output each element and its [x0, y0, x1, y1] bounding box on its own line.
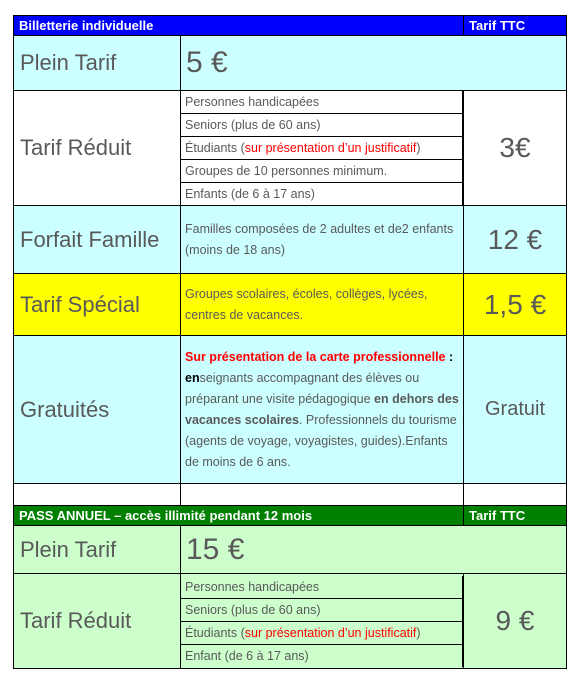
plein-tarif-label: Plein Tarif	[14, 36, 181, 91]
gratuites-text-2: . Professionnels du tourisme (agents de voyage, voyagistes, guides).Enfants de moins de 6 ans.	[185, 412, 457, 469]
pass-condition-enfant: Enfant (de 6 à 17 ans)	[181, 644, 463, 667]
forfait-famille-desc: Familles composées de 2 adultes et de2 enfants (moins de 18 ans)	[181, 206, 464, 274]
billetterie-header-row	[14, 16, 567, 36]
spacer-cell-2	[181, 484, 464, 506]
carte-pro-note: Sur présentation de la carte professionnelle	[185, 349, 446, 364]
tarif-ttc-header: Tarif TTC	[464, 16, 567, 36]
pass-plein-tarif-price: 15 €	[181, 526, 567, 574]
condition-etudiants	[181, 137, 463, 160]
tarifs-table	[13, 15, 567, 669]
condition-handicap: Personnes handicapées	[181, 91, 463, 114]
pass-condition-seniors: Seniors (plus de 60 ans)	[181, 598, 463, 621]
hors-vacances-note: en dehors des vacances scolaires	[185, 391, 459, 427]
pass-tarif-reduit-price: 9 €	[464, 574, 567, 669]
etudiants-label: Étudiants (	[185, 141, 245, 155]
tarifs-table-container	[13, 15, 566, 669]
condition-groupes: Groupes de 10 personnes minimum.	[181, 160, 463, 183]
pass-tarif-reduit-row	[14, 574, 567, 669]
pass-annuel-header: PASS ANNUEL – accès illimité pendant 12 mois	[14, 506, 464, 526]
gratuites-price: Gratuit	[464, 336, 567, 484]
tarif-special-price: 1,5 €	[464, 274, 567, 336]
condition-seniors: Seniors (plus de 60 ans)	[181, 114, 463, 137]
tarif-reduit-label: Tarif Réduit	[14, 91, 181, 206]
spacer-row	[14, 484, 567, 506]
pass-justificatif-note: sur présentation d’un justificatif	[244, 625, 417, 640]
spacer-cell-1	[14, 484, 181, 506]
pass-annuel-header-row	[14, 506, 567, 526]
gratuites-label: Gratuités	[14, 336, 181, 484]
gratuites-text-1: seignants accompagnant des élèves ou préparant une visite pédagogique	[185, 370, 420, 406]
plein-tarif-row	[14, 36, 567, 91]
pass-tarif-reduit-label: Tarif Réduit	[14, 574, 181, 669]
forfait-famille-price: 12 €	[464, 206, 567, 274]
forfait-famille-label: Forfait Famille	[14, 206, 181, 274]
gratuites-row	[14, 336, 567, 484]
pass-tarif-reduit-conditions	[181, 574, 464, 669]
pass-condition-handicap: Personnes handicapées	[181, 576, 463, 599]
pass-etudiants-label: Étudiants (	[185, 625, 245, 640]
spacer-cell-3	[464, 484, 567, 506]
pass-plein-tarif-label: Plein Tarif	[14, 526, 181, 574]
tarif-reduit-row	[14, 91, 567, 206]
pass-tarif-ttc-header: Tarif TTC	[464, 506, 567, 526]
condition-enfants: Enfants (de 6 à 17 ans)	[181, 183, 463, 206]
pass-plein-tarif-row	[14, 526, 567, 574]
tarif-reduit-price: 3€	[464, 91, 567, 206]
tarif-reduit-conditions	[181, 91, 464, 206]
tarif-special-row	[14, 274, 567, 336]
pass-condition-etudiants	[181, 621, 463, 644]
forfait-famille-row	[14, 206, 567, 274]
plein-tarif-price: 5 €	[181, 36, 567, 91]
billetterie-header: Billetterie individuelle	[14, 16, 464, 36]
justificatif-note: sur présentation d’un justificatif	[244, 141, 417, 155]
gratuites-colon: : en	[185, 349, 454, 385]
etudiants-close: )	[416, 141, 421, 155]
gratuites-desc	[181, 336, 464, 484]
tarif-special-label: Tarif Spécial	[14, 274, 181, 336]
pass-etudiants-close: )	[416, 625, 421, 640]
tarif-special-desc: Groupes scolaires, écoles, collèges, lycées, centres de vacances.	[181, 274, 464, 336]
